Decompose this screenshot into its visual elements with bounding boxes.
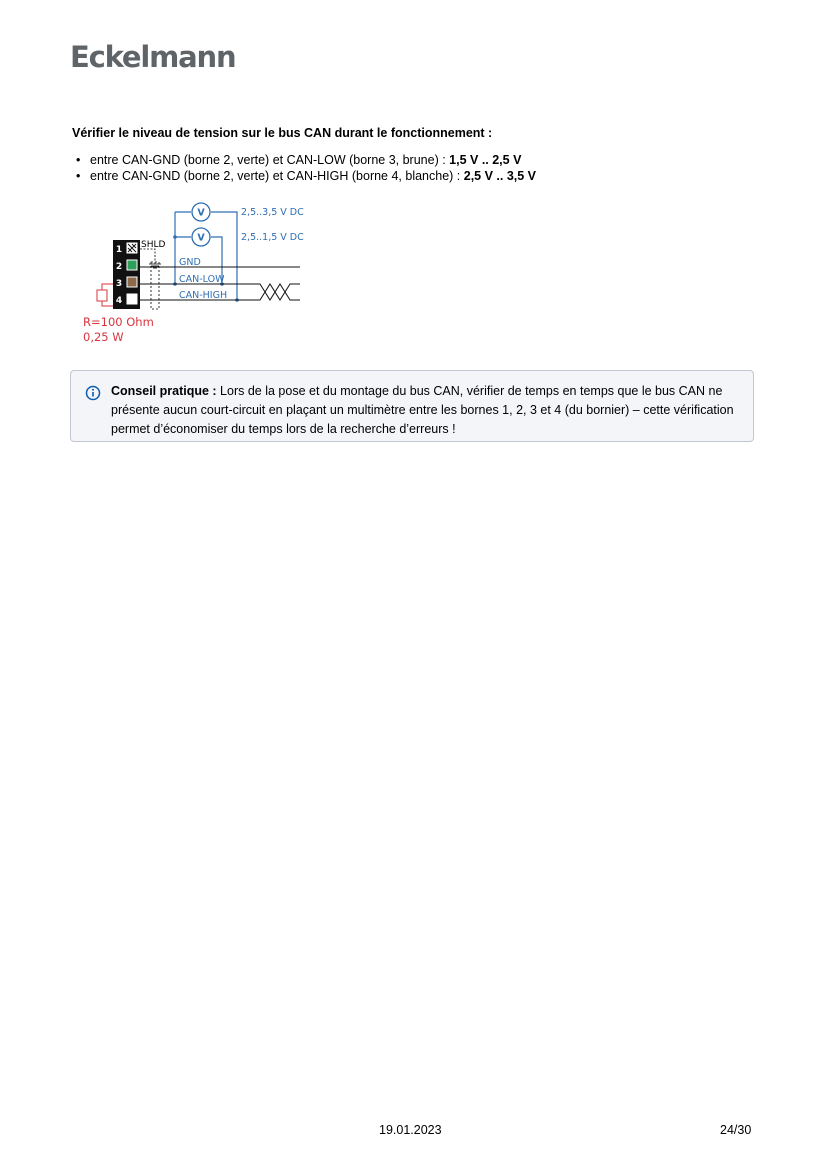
can-bus-wiring-diagram <box>80 198 320 348</box>
resistor-label: R=100 Ohm <box>83 315 154 329</box>
wire-label-can-high: CAN-HIGH <box>179 290 228 301</box>
voltmeter-wiring <box>175 212 237 300</box>
cable-shield-dashed <box>151 262 159 309</box>
voltmeter-top-symbol: V <box>197 207 205 219</box>
company-logo: Eckelmann <box>70 40 236 74</box>
info-icon <box>85 385 101 401</box>
info-panel <box>70 370 754 442</box>
wire-label-can-low: CAN-LOW <box>179 274 225 285</box>
resistor-icon <box>97 290 107 301</box>
bullet-value: 2,5 V .. 3,5 V <box>463 169 537 183</box>
meter-top-label: 2,5..3,5 V DC <box>241 207 304 218</box>
info-panel-body: Lors de la pose et du montage du bus CAN, vérifier de temps en temps que le bus CAN ne présente aucun court-circuit en plaçant un multimètre entre les bornes 1, 2, 3 et 4 (du bornier) – cette vérification permet d’économiser du temps lors de la recherche d’erreurs ! <box>111 384 734 436</box>
meter-bottom-label: 2,5..1,5 V DC <box>241 232 304 243</box>
section-heading: Vérifier le niveau de tension sur le bus CAN durant le fonctionnement : <box>72 126 493 140</box>
voltage-bullet-list <box>72 152 536 184</box>
terminal-number-2: 2 <box>115 262 123 272</box>
terminal-number-3: 3 <box>115 279 123 289</box>
wire-label-gnd: GND <box>179 257 201 268</box>
bullet-value: 1,5 V .. 2,5 V <box>449 153 522 167</box>
terminal-2-green <box>127 260 137 270</box>
bullet-text: entre CAN-GND (borne 2, verte) et CAN-HIGH (borne 4, blanche) : <box>90 169 464 183</box>
info-panel-text <box>111 382 747 439</box>
terminal-number-4: 4 <box>115 296 123 306</box>
page-number: 24/30 <box>720 1123 752 1137</box>
footer-date: 19.01.2023 <box>379 1123 442 1137</box>
resistor-power-label: 0,25 W <box>83 330 124 344</box>
bullet-item-can-low <box>72 152 536 168</box>
terminal-4-white <box>127 294 137 304</box>
terminal-number-1: 1 <box>115 245 123 255</box>
shield-label: SHLD <box>141 240 166 250</box>
terminal-3-brown <box>127 277 137 287</box>
voltmeter-bottom-symbol: V <box>197 232 205 244</box>
info-panel-title: Conseil pratique : <box>111 384 217 398</box>
bullet-item-can-high <box>72 168 536 184</box>
bullet-text: entre CAN-GND (borne 2, verte) et CAN-LOW (borne 3, brune) : <box>90 153 450 167</box>
